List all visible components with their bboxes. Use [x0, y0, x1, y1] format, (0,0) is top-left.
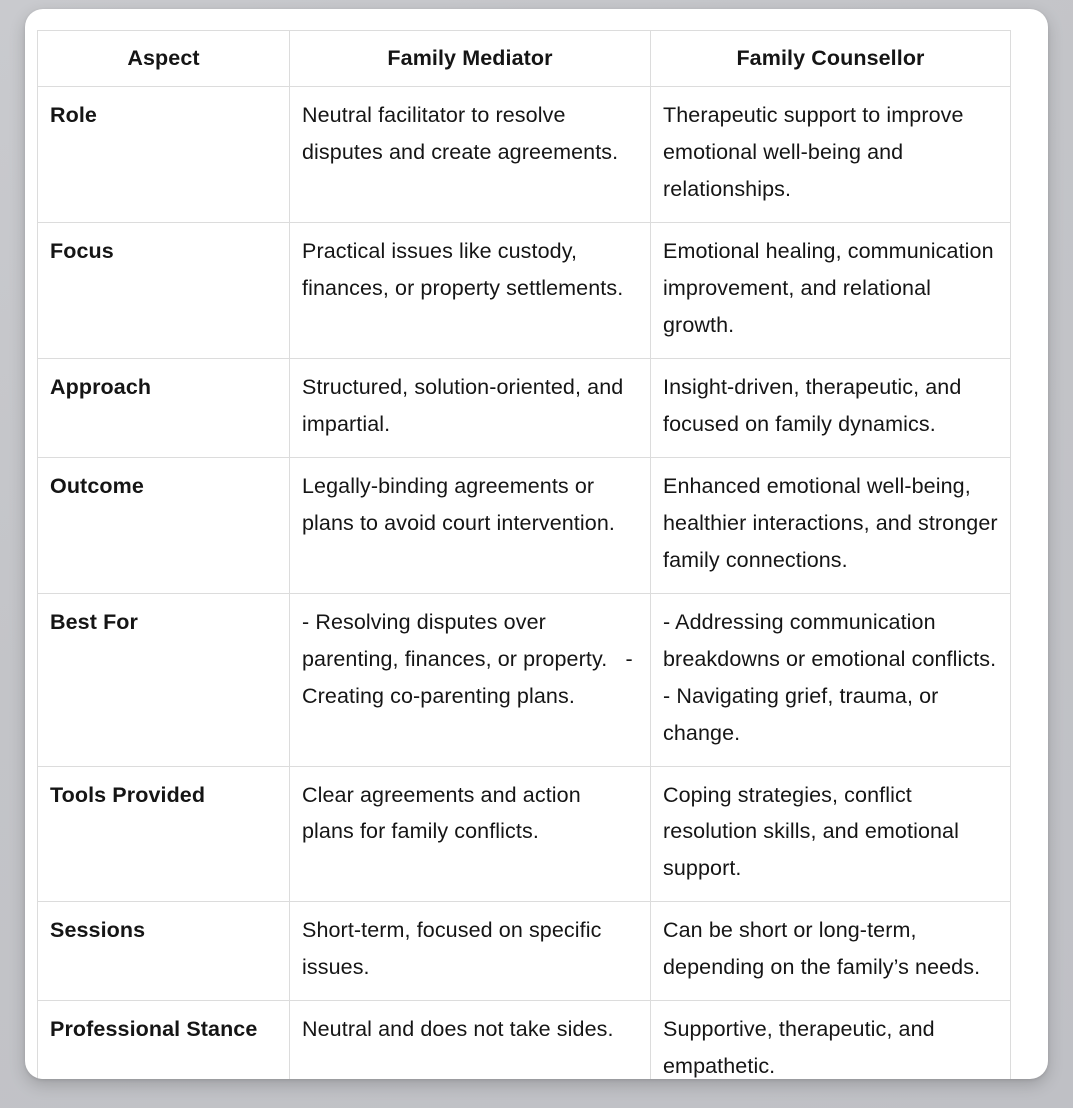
table-body	[38, 86, 1015, 1079]
table-row	[38, 358, 1011, 457]
row-label-approach: Approach	[38, 358, 290, 457]
cell-mediator-professional-stance: Neutral and does not take sides.	[290, 1001, 651, 1079]
table-row	[38, 457, 1011, 593]
cell-mediator-outcome: Legally-binding agreements or plans to avoid court intervention.	[290, 457, 651, 593]
cell-counsellor-professional-stance: Supportive, therapeutic, and empathetic.	[651, 1001, 1011, 1079]
row-label-tools-provided: Tools Provided	[38, 766, 290, 902]
table-row	[38, 1001, 1011, 1079]
comparison-table-container	[37, 30, 1015, 1079]
column-header-family-mediator: Family Mediator	[290, 31, 651, 87]
cell-mediator-focus: Practical issues like custody, finances, or property settlements.	[290, 222, 651, 358]
table-row	[38, 766, 1011, 902]
table-row	[38, 593, 1011, 766]
content-card	[25, 9, 1048, 1079]
row-label-best-for: Best For	[38, 593, 290, 766]
row-label-professional-stance: Professional Stance	[38, 1001, 290, 1079]
column-header-aspect: Aspect	[38, 31, 290, 87]
row-label-role: Role	[38, 86, 290, 222]
row-label-outcome: Outcome	[38, 457, 290, 593]
comparison-table	[37, 30, 1015, 1079]
cell-mediator-tools-provided: Clear agreements and action plans for family conflicts.	[290, 766, 651, 902]
column-header-family-counsellor: Family Counsellor	[651, 31, 1011, 87]
cell-counsellor-outcome: Enhanced emotional well-being, healthier interactions, and stronger family connections.	[651, 457, 1011, 593]
cell-mediator-role: Neutral facilitator to resolve disputes and create agreements.	[290, 86, 651, 222]
cell-mediator-best-for: - Resolving disputes over parenting, finances, or property. - Creating co-parenting plans.	[290, 593, 651, 766]
cell-counsellor-role: Therapeutic support to improve emotional well-being and relationships.	[651, 86, 1011, 222]
row-label-focus: Focus	[38, 222, 290, 358]
cell-counsellor-focus: Emotional healing, communication improvement, and relational growth.	[651, 222, 1011, 358]
cell-counsellor-tools-provided: Coping strategies, conflict resolution skills, and emotional support.	[651, 766, 1011, 902]
cell-counsellor-best-for: - Addressing communication breakdowns or emotional conflicts. - Navigating grief, trauma, or change.	[651, 593, 1011, 766]
cell-counsellor-sessions: Can be short or long-term, depending on the family’s needs.	[651, 902, 1011, 1001]
row-label-sessions: Sessions	[38, 902, 290, 1001]
table-row	[38, 902, 1011, 1001]
cell-mediator-sessions: Short-term, focused on specific issues.	[290, 902, 651, 1001]
table-header-row	[38, 31, 1011, 87]
table-row	[38, 222, 1011, 358]
cell-mediator-approach: Structured, solution-oriented, and impartial.	[290, 358, 651, 457]
table-row	[38, 86, 1011, 222]
table-header	[38, 31, 1011, 87]
cell-counsellor-approach: Insight-driven, therapeutic, and focused on family dynamics.	[651, 358, 1011, 457]
